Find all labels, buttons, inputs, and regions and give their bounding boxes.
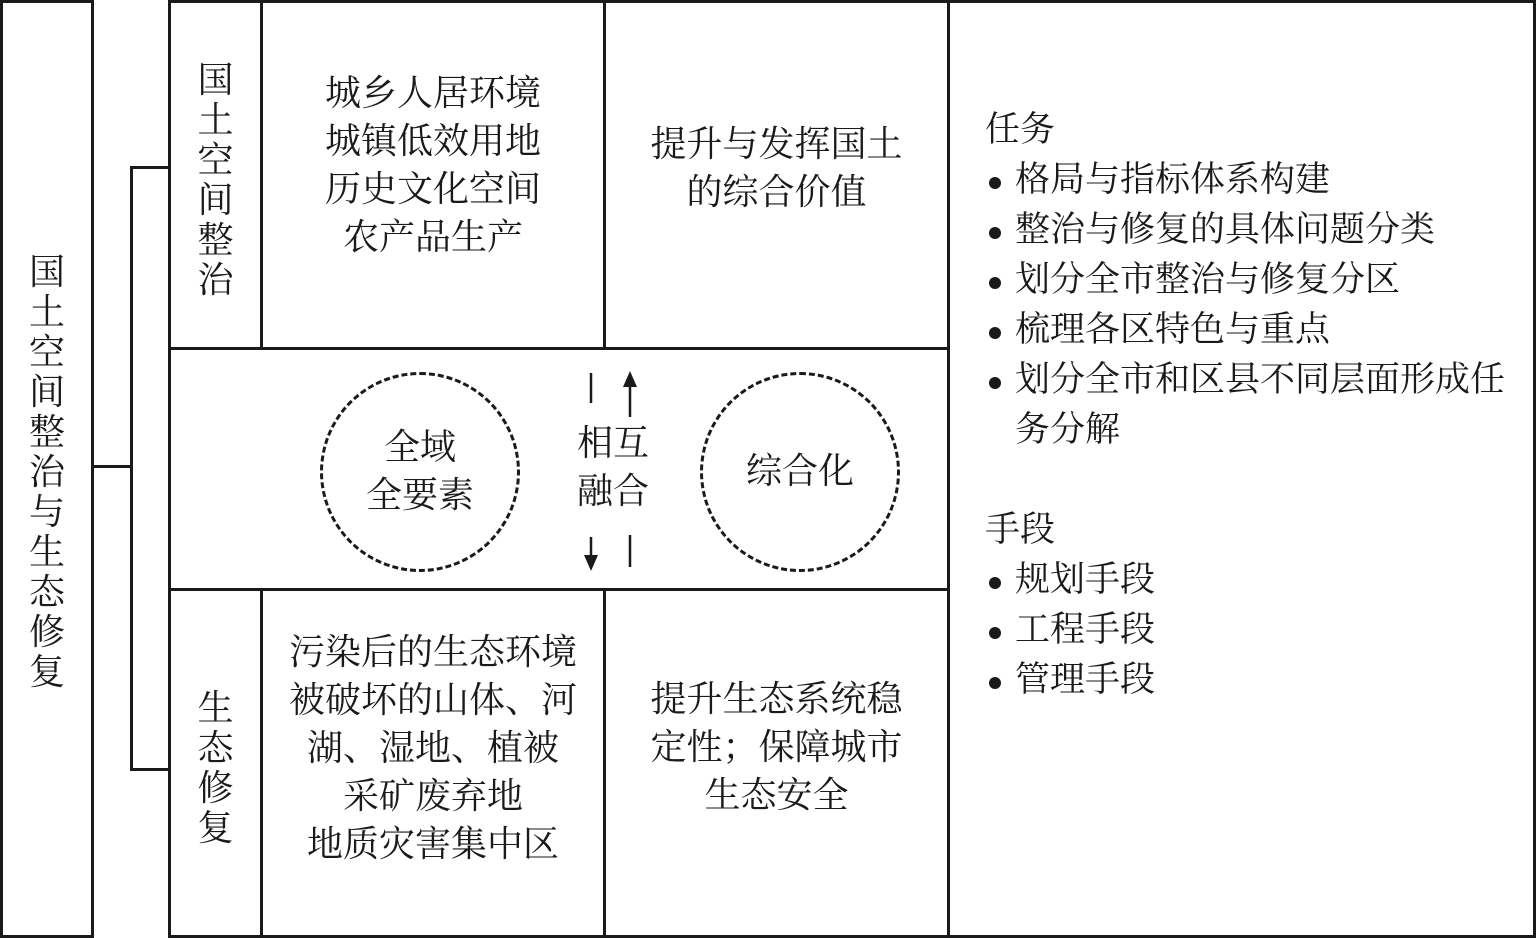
tasks-heading: 任务 xyxy=(985,110,1056,150)
top-label-char: 整 xyxy=(197,220,234,261)
top-goal-box xyxy=(603,0,950,350)
bottom-label-char: 复 xyxy=(197,808,234,849)
connector-vertical xyxy=(130,166,133,771)
top-object: 城镇低效用地 xyxy=(324,121,541,162)
bottom-label-char: 生 xyxy=(197,688,234,729)
bottom-object: 被破坏的山体、河 xyxy=(288,680,577,721)
bottom-objects xyxy=(263,591,603,935)
arrow-up-head xyxy=(623,371,637,387)
means-heading: 手段 xyxy=(985,510,1056,550)
means-item: 工程手段 xyxy=(985,605,1525,655)
top-object: 城乡人居环境 xyxy=(324,73,541,114)
root-char: 土 xyxy=(28,292,65,333)
circle-line: 全要素 xyxy=(365,475,474,516)
bottom-goal-box xyxy=(603,588,950,938)
top-object: 农产品生产 xyxy=(342,217,523,258)
top-object: 历史文化空间 xyxy=(324,169,541,210)
circle-line: 全域 xyxy=(383,427,456,468)
bottom-object: 污染后的生态环境 xyxy=(288,632,577,673)
bottom-label-char: 修 xyxy=(197,768,234,809)
mutual-label xyxy=(560,418,666,518)
bottom-goal-line: 提升生态系统稳 xyxy=(650,679,903,720)
top-objects xyxy=(263,3,603,347)
bottom-label-box xyxy=(168,588,263,938)
bottom-label-char: 态 xyxy=(197,728,234,769)
means-item: 规划手段 xyxy=(985,555,1525,605)
bottom-goal xyxy=(606,591,947,935)
top-label xyxy=(171,61,260,301)
circle-whole-area xyxy=(320,372,520,572)
section-gap xyxy=(985,455,1525,505)
root-char: 治 xyxy=(28,452,65,493)
task-item: 划分全市整治与修复分区 xyxy=(985,255,1525,305)
top-goal-line: 的综合价值 xyxy=(686,172,867,213)
means-item: 管理手段 xyxy=(985,655,1525,705)
bottom-goal-line: 生态安全 xyxy=(704,775,849,816)
task-item: 划分全市和区县不同层面形成任务分解 xyxy=(985,355,1505,455)
task-item: 整治与修复的具体问题分类 xyxy=(985,205,1525,255)
circle-line: 综合化 xyxy=(745,451,854,492)
task-item: 梳理各区特色与重点 xyxy=(985,305,1525,355)
bottom-label xyxy=(171,689,260,849)
circle-comprehensive xyxy=(700,372,900,572)
top-label-char: 间 xyxy=(197,180,234,221)
bottom-object: 地质灾害集中区 xyxy=(306,824,559,865)
bottom-objects-box xyxy=(260,588,606,938)
root-char: 复 xyxy=(28,652,65,693)
root-char: 与 xyxy=(28,492,65,533)
arrow-down-head xyxy=(584,555,598,571)
top-objects-box xyxy=(260,0,606,350)
top-label-box xyxy=(168,0,263,350)
task-item: 格局与指标体系构建 xyxy=(985,155,1525,205)
connector-root xyxy=(94,465,132,468)
bottom-object: 采矿废弃地 xyxy=(342,776,523,817)
top-goal-line: 提升与发挥国土 xyxy=(650,124,903,165)
bottom-object: 湖、湿地、植被 xyxy=(306,728,559,769)
right-content xyxy=(985,105,1525,705)
top-label-char: 治 xyxy=(197,260,234,301)
root-char: 态 xyxy=(28,572,65,613)
top-goal xyxy=(606,3,947,347)
root-title xyxy=(3,253,91,693)
connector-bottom xyxy=(130,768,170,771)
root-char: 国 xyxy=(28,252,65,293)
top-label-char: 土 xyxy=(197,100,234,141)
root-char: 整 xyxy=(28,412,65,453)
root-char: 修 xyxy=(28,612,65,653)
root-char: 空 xyxy=(28,332,65,373)
bottom-goal-line: 定性；保障城市 xyxy=(650,727,903,768)
root-char: 生 xyxy=(28,532,65,573)
right-panel xyxy=(947,0,1536,938)
mutual-line: 融合 xyxy=(576,471,649,512)
mutual-line: 相互 xyxy=(576,423,649,464)
top-label-char: 空 xyxy=(197,140,234,181)
connector-top xyxy=(130,166,170,169)
root-char: 间 xyxy=(28,372,65,413)
top-label-char: 国 xyxy=(197,60,234,101)
root-box xyxy=(0,0,94,938)
